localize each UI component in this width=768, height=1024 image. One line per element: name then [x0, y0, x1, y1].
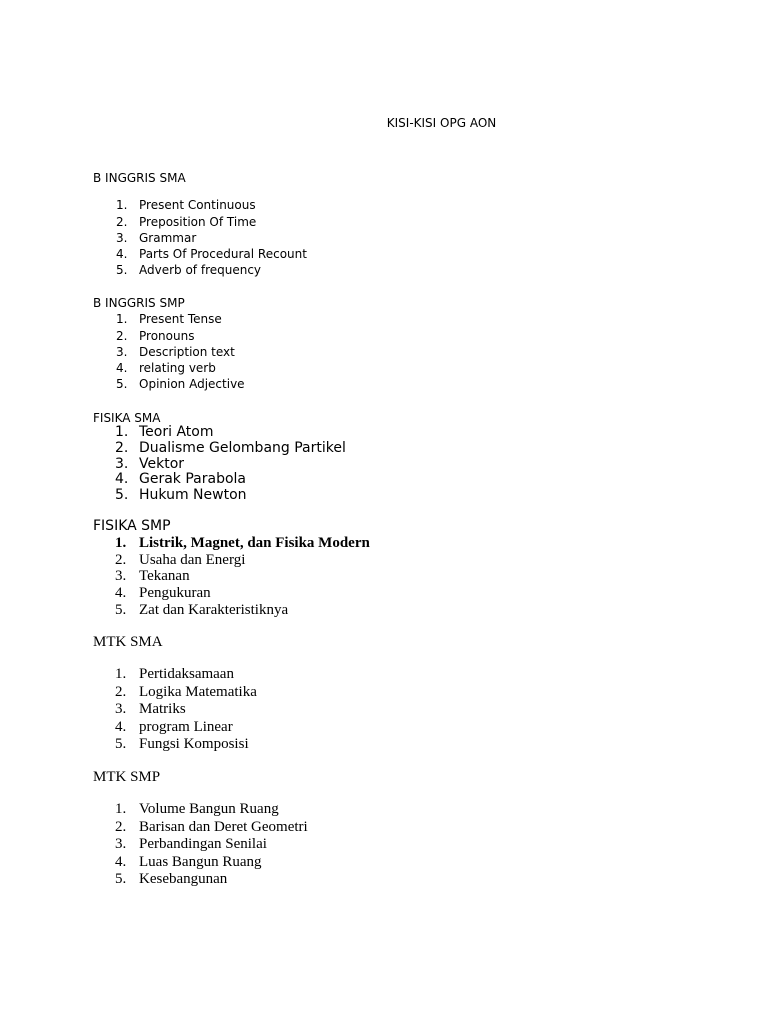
item-number: 1.: [115, 801, 127, 817]
item-number: 1.: [116, 312, 128, 327]
item-number: 4.: [115, 585, 127, 602]
list-item: [93, 819, 693, 837]
list-item: [93, 488, 693, 504]
item-text: Opinion Adjective: [139, 377, 245, 392]
item-text: Logika Matematika: [139, 683, 257, 700]
item-number: 1.: [115, 535, 127, 551]
section-fisika-smp: [93, 517, 693, 619]
item-number: 5.: [116, 263, 128, 278]
section-fisika-sma: [93, 411, 693, 504]
item-text: Grammar: [139, 230, 197, 245]
item-number: 3.: [116, 344, 128, 359]
item-number: 5.: [115, 487, 129, 504]
item-text: Usaha dan Energi: [139, 551, 246, 568]
topic-list: [93, 197, 693, 278]
item-text: Present Continuous: [139, 198, 256, 213]
item-text: Pengukuran: [139, 585, 211, 602]
item-number: 5.: [116, 377, 128, 392]
item-text: Barisan dan Deret Geometri: [139, 818, 308, 835]
list-item: [93, 457, 693, 473]
list-item: [93, 871, 693, 889]
list-item: [93, 311, 693, 327]
item-number: 2.: [116, 214, 128, 229]
item-text: Hukum Newton: [139, 487, 247, 504]
list-item: [93, 535, 693, 552]
list-item: [93, 719, 693, 737]
item-number: 1.: [115, 424, 129, 440]
item-number: 3.: [115, 455, 129, 472]
item-text: Volume Bangun Ruang: [139, 801, 279, 817]
item-number: 2.: [115, 818, 127, 835]
item-text: Present Tense: [139, 312, 222, 327]
item-text: relating verb: [139, 361, 216, 376]
section-b-inggris-sma: [93, 170, 693, 279]
list-item: [93, 736, 693, 754]
item-text: Fungsi Komposisi: [139, 736, 249, 753]
item-number: 3.: [116, 230, 128, 245]
list-item: [93, 246, 693, 262]
item-number: 4.: [115, 718, 127, 735]
document-title: KISI-KISI OPG AON: [386, 116, 497, 130]
item-number: 5.: [115, 601, 127, 618]
list-item: [93, 854, 693, 872]
list-item: [93, 328, 693, 344]
section-mtk-sma: [93, 633, 693, 754]
item-number: 2.: [115, 683, 127, 700]
item-text: Perbandingan Senilai: [139, 836, 267, 853]
list-item: [93, 425, 693, 441]
item-text: Preposition Of Time: [139, 214, 257, 229]
list-item: [93, 472, 693, 488]
item-number: 5.: [115, 871, 127, 888]
item-text: Matriks: [139, 701, 186, 718]
section-heading: B INGGRIS SMP: [93, 296, 185, 310]
item-text: Tekanan: [139, 568, 190, 585]
item-text: Teori Atom: [139, 424, 214, 440]
list-item: [93, 568, 693, 585]
list-item: [93, 230, 693, 246]
item-text: Pertidaksamaan: [139, 666, 234, 682]
item-number: 1.: [115, 666, 127, 682]
topic-list: [93, 666, 693, 754]
item-number: 2.: [115, 439, 129, 456]
item-text: Kesebangunan: [139, 871, 228, 888]
item-text: Zat dan Karakteristiknya: [139, 601, 289, 618]
list-item: [93, 552, 693, 569]
list-item: [93, 585, 693, 602]
topic-list: [93, 801, 693, 889]
item-number: 2.: [116, 328, 128, 343]
section-heading: MTK SMP: [93, 769, 161, 785]
item-number: 3.: [115, 836, 127, 853]
list-item: [93, 262, 693, 278]
list-item: [93, 441, 693, 457]
item-text: Parts Of Procedural Recount: [139, 247, 307, 262]
section-heading: FISIKA SMP: [93, 518, 171, 534]
item-number: 3.: [115, 568, 127, 585]
list-item: [93, 360, 693, 376]
section-b-inggris-smp: [93, 295, 693, 393]
item-number: 4.: [116, 247, 128, 262]
item-number: 2.: [115, 551, 127, 568]
item-number: 4.: [115, 853, 127, 870]
list-item: [93, 197, 693, 213]
item-text: Pronouns: [139, 328, 195, 343]
item-text: Adverb of frequency: [139, 263, 262, 278]
item-text: Dualisme Gelombang Partikel: [139, 439, 346, 456]
list-item: [93, 684, 693, 702]
list-item: [93, 214, 693, 230]
section-heading: MTK SMA: [93, 634, 163, 650]
list-item: [93, 344, 693, 360]
item-number: 4.: [115, 471, 129, 488]
item-number: 4.: [116, 361, 128, 376]
topic-list: [93, 311, 693, 392]
topic-list: [93, 535, 693, 619]
list-item: [93, 602, 693, 619]
item-number: 5.: [115, 736, 127, 753]
list-item: [93, 376, 693, 392]
item-number: 3.: [115, 701, 127, 718]
list-item: [93, 666, 693, 684]
list-item: [93, 701, 693, 719]
section-heading: FISIKA SMA: [93, 411, 161, 425]
item-text: Gerak Parabola: [139, 471, 247, 488]
item-text: Vektor: [139, 455, 185, 472]
item-text: Listrik, Magnet, dan Fisika Modern: [139, 535, 370, 551]
section-mtk-smp: [93, 768, 693, 889]
list-item: [93, 801, 693, 819]
item-number: 1.: [116, 198, 128, 213]
list-item: [93, 836, 693, 854]
item-text: program Linear: [139, 718, 233, 735]
item-text: Luas Bangun Ruang: [139, 853, 262, 870]
topic-list: [93, 425, 693, 504]
section-heading: B INGGRIS SMA: [93, 171, 186, 185]
item-text: Description text: [139, 344, 235, 359]
